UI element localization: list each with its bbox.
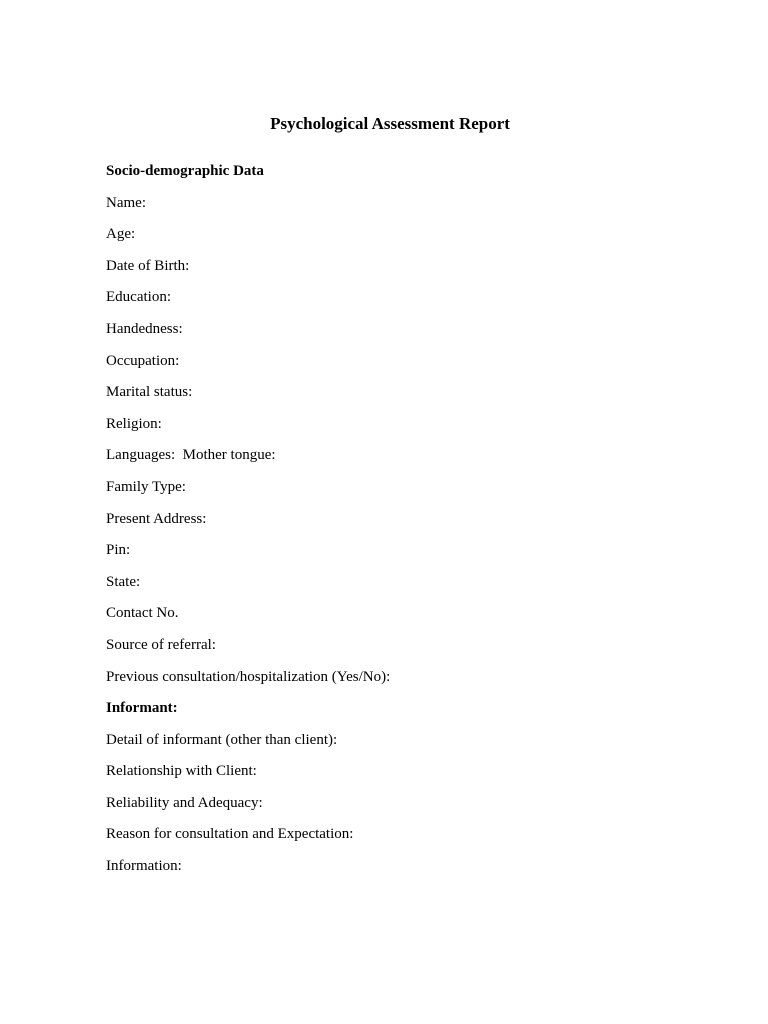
field-relationship-with-client-label: Relationship with Client:	[106, 763, 257, 780]
field-detail-of-informant-label: Detail of informant (other than client):	[106, 731, 338, 748]
field-marital-status-label: Marital status:	[106, 384, 193, 401]
field-handedness-label: Handedness:	[106, 320, 183, 337]
field-date-of-birth-label: Date of Birth:	[106, 257, 190, 274]
field-education-label: Education:	[106, 289, 171, 306]
field-present-address-label: Present Address:	[106, 510, 207, 527]
field-reason-for-consultation-label: Reason for consultation and Expectation:	[106, 826, 354, 843]
field-pin-label: Pin:	[106, 542, 131, 559]
field-family-type-label: Family Type:	[106, 478, 186, 495]
field-state-label: State:	[106, 573, 141, 590]
field-information-label: Information:	[106, 858, 182, 875]
informant-heading: Informant:	[106, 700, 178, 717]
field-previous-consultation-label: Previous consultation/hospitalization (Yes/No):	[106, 668, 391, 685]
report-title: Psychological Assessment Report	[270, 114, 510, 133]
socio-demographic-heading: Socio-demographic Data	[106, 163, 264, 179]
field-list	[106, 161, 390, 888]
field-occupation-label: Occupation:	[106, 352, 180, 369]
field-source-of-referral-label: Source of referral:	[106, 636, 216, 653]
field-reliability-and-adequacy-label: Reliability and Adequacy:	[106, 794, 263, 811]
field-religion-label: Religion:	[106, 415, 162, 432]
field-contact-no-label: Contact No.	[106, 605, 179, 622]
field-languages-label: Languages: Mother tongue:	[106, 447, 276, 464]
field-name-label: Name:	[106, 194, 146, 211]
field-age-label: Age:	[106, 226, 136, 243]
